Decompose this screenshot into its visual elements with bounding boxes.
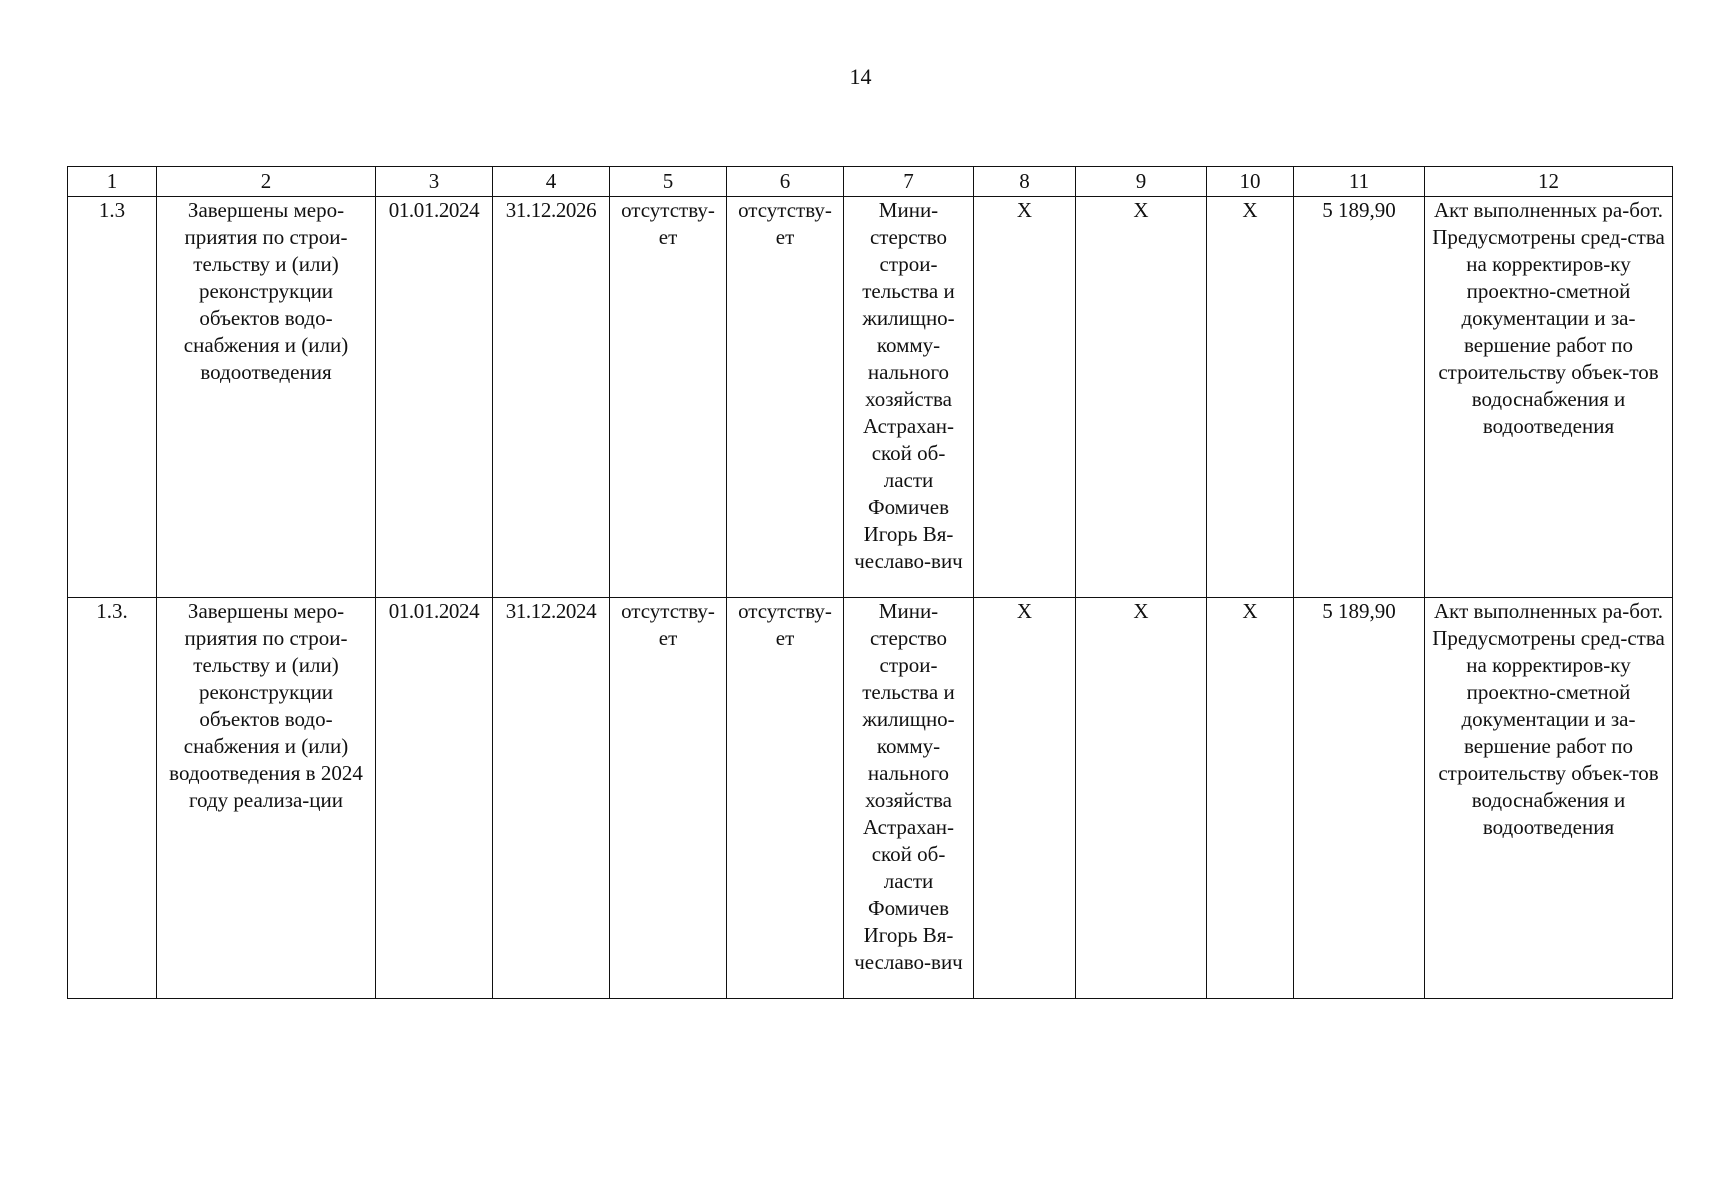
row-note-cell: Акт выполненных ра-бот. Предусмотрены сред-ства на корректиров-ку проектно-сметной документации и за-вершение работ по строительству объек-тов водоснабжения и водоотведения [1425,598,1673,999]
row-col10-cell: X [1207,197,1294,598]
row-start-date-cell: 01.01.2024 [376,598,493,999]
row-description-cell: Завершены меро-приятия по строи-тельству и (или) реконструкции объектов водо-снабжения и (или) водоотведения в 2024 году реализа-ции [157,598,376,999]
table-row [68,197,1673,598]
header-cell-4: 4 [493,167,610,197]
row-note-cell: Акт выполненных ра-бот. Предусмотрены сред-ства на корректиров-ку проектно-сметной документации и за-вершение работ по строительству объек-тов водоснабжения и водоотведения [1425,197,1673,598]
header-cell-3: 3 [376,167,493,197]
header-cell-1: 1 [68,167,157,197]
page-number: 14 [849,64,872,89]
row-col9-cell: X [1076,598,1207,999]
header-cell-9: 9 [1076,167,1207,197]
header-cell-12: 12 [1425,167,1673,197]
row-col8-cell: X [974,598,1076,999]
header-row [68,167,1673,197]
row-description-cell: Завершены меро-приятия по строи-тельству и (или) реконструкции объектов водо-снабжения и (или) водоотведения [157,197,376,598]
header-cell-2: 2 [157,167,376,197]
header-cell-8: 8 [974,167,1076,197]
row-col8-cell: X [974,197,1076,598]
row-amount-cell: 5 189,90 [1294,598,1425,999]
row-col6-cell: отсутству-ет [727,197,844,598]
row-code-cell: 1.3. [68,598,157,999]
header-cell-6: 6 [727,167,844,197]
row-responsible-cell: Мини-стерство строи-тельства и жилищно-комму-нального хозяйства Астрахан-ской об-ласти Фомичев Игорь Вя-чеславо-вич [844,197,974,598]
row-col10-cell: X [1207,598,1294,999]
measures-table [67,166,1673,999]
header-cell-5: 5 [610,167,727,197]
row-code-cell: 1.3 [68,197,157,598]
table-row [68,598,1673,999]
row-col6-cell: отсутству-ет [727,598,844,999]
header-cell-11: 11 [1294,167,1425,197]
row-col9-cell: X [1076,197,1207,598]
row-end-date-cell: 31.12.2026 [493,197,610,598]
row-end-date-cell: 31.12.2024 [493,598,610,999]
row-responsible-cell: Мини-стерство строи-тельства и жилищно-комму-нального хозяйства Астрахан-ской об-ласти Фомичев Игорь Вя-чеславо-вич [844,598,974,999]
row-col5-cell: отсутству-ет [610,598,727,999]
row-start-date-cell: 01.01.2024 [376,197,493,598]
row-col5-cell: отсутству-ет [610,197,727,598]
row-amount-cell: 5 189,90 [1294,197,1425,598]
header-cell-7: 7 [844,167,974,197]
header-cell-10: 10 [1207,167,1294,197]
